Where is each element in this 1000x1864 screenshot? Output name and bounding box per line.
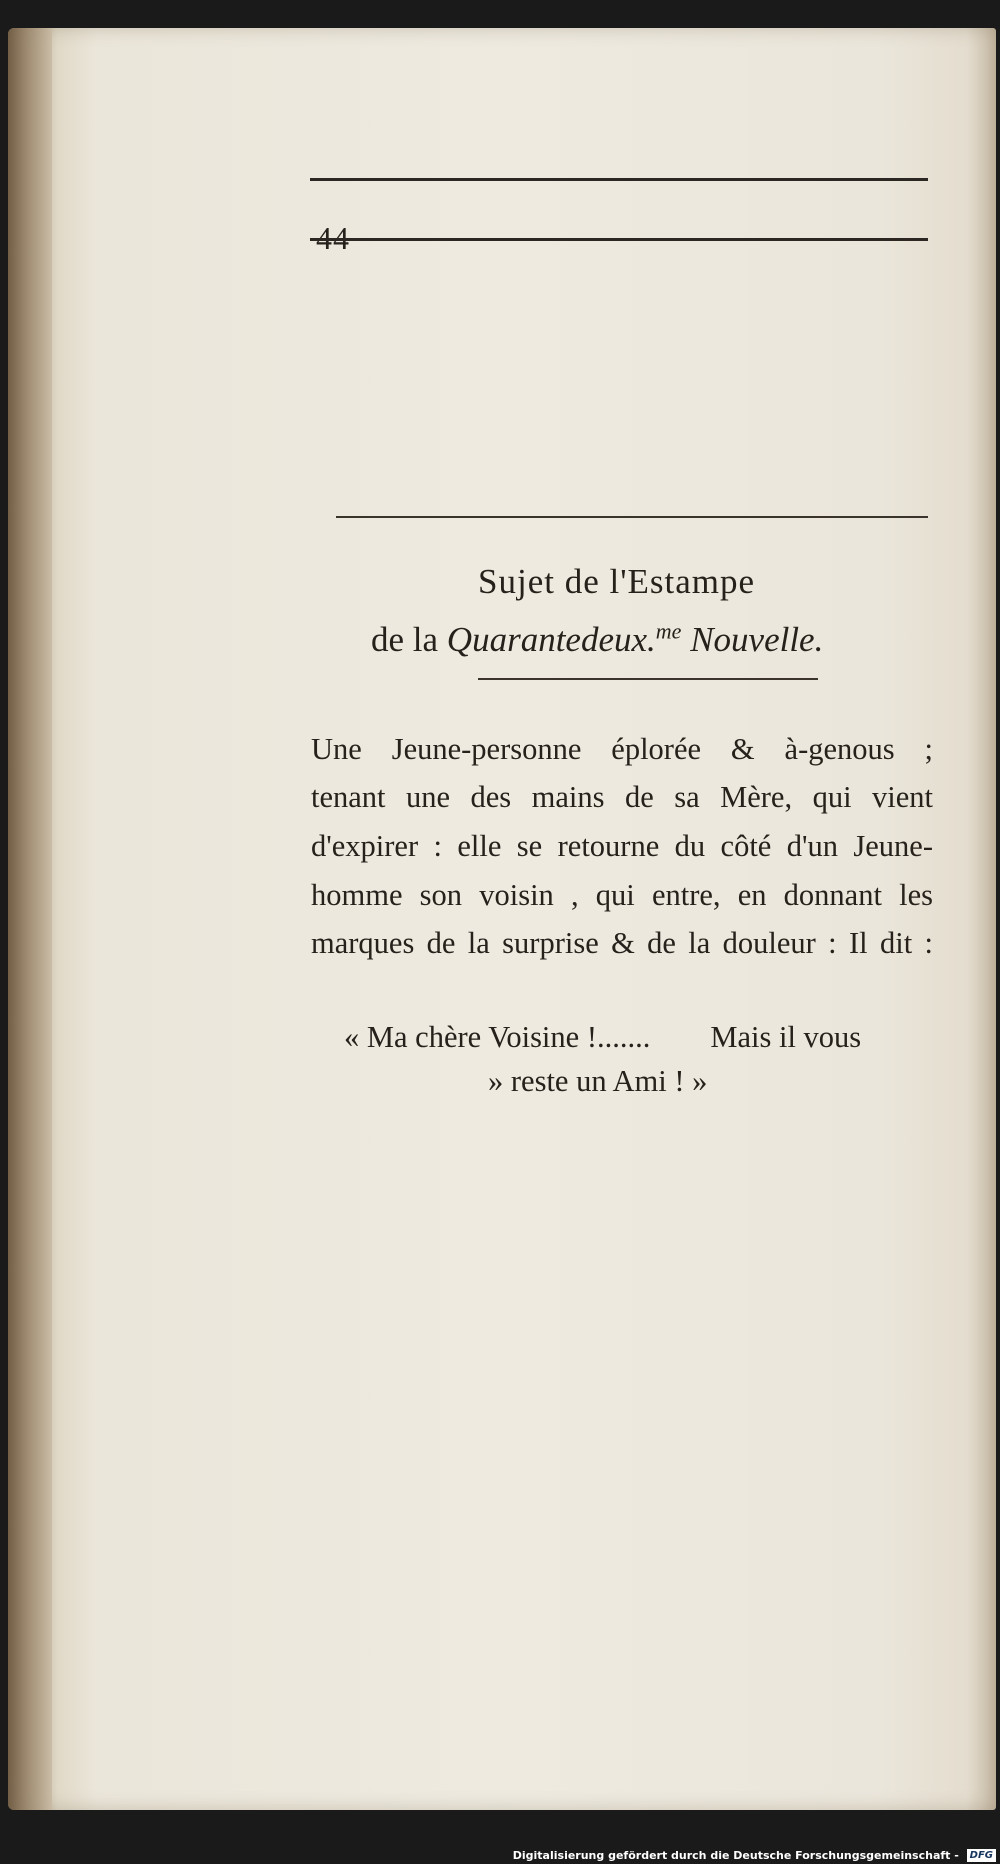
quote-line1 — [344, 1020, 861, 1055]
title-italic: Quarantedeux. — [446, 620, 656, 659]
quote-line2: » reste un Ami ! » — [488, 1064, 708, 1098]
title-suffix: Nouvelle. — [690, 620, 824, 659]
body-line: tenant une des mains de sa Mère, qui vient — [311, 780, 933, 814]
book-page — [8, 28, 996, 1810]
dfg-logo: DFG — [967, 1849, 996, 1862]
header-rule-bottom — [310, 238, 928, 241]
quote-part-a: « Ma chère Voisine !....... — [344, 1020, 651, 1054]
book-spine-edge — [8, 28, 52, 1810]
body-line: homme son voisin , qui entre, en donnant les — [311, 878, 933, 912]
body-line: marques de la surprise & de la douleur : Il dit : — [311, 926, 933, 960]
title-superscript: me — [655, 618, 682, 644]
section-title-line2 — [371, 620, 823, 660]
section-title-line1: Sujet de l'Estampe — [478, 562, 756, 601]
body-line: d'expirer : elle se retourne du côté d'un Jeune- — [311, 829, 933, 863]
digitization-credit — [513, 1849, 996, 1863]
quote-part-b: Mais il vous — [710, 1020, 862, 1054]
body-line: Une Jeune-personne éplorée & à-genous ; — [311, 732, 933, 766]
title-rule-bottom — [478, 678, 818, 680]
title-prefix: de la — [371, 620, 439, 659]
page-number: 44 — [316, 220, 350, 256]
title-rule-top — [336, 516, 928, 518]
header-rule-top — [310, 178, 928, 181]
credit-text: Digitalisierung gefördert durch die Deutsche Forschungsgemeinschaft - — [512, 1848, 959, 1862]
